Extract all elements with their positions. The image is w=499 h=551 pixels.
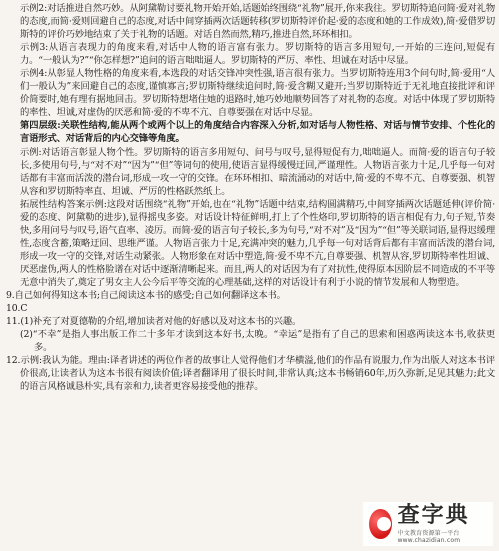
paragraph-level-4-example: 示例:对话语言彰显人物个性。罗切斯特的语言多用短句、问号与叹号,显得短促有力,咄咄逼人。而简·爱的语言句子较长,多使用句号,与“对不对”“因为”“但”等词句的使用,使语言显得缓慢迂回,严谨理性。人物语言张力十足,几乎每一句对话都有丰富而活泼的潜台词,形成一攻一守的交锋。在环环相扣、暗流涌动的对话中,简·爱的不卑不亢、自尊要强、机智从容和罗切斯特率直、坦诚、严厉的性格跃然纸上。 [20,146,495,197]
answer-10: 10.C [6,303,28,315]
paragraph-extended-answer: 拓展性结构答案示例:这段对话围绕“礼物”开始,也在“礼物”话题中结束,结构圆满精巧,中间穿插两次话题延伸(评价简·爱的态度、阿黛勒的进步),显得摇曳多姿。对话设计特征鲜明,打上了个性烙印,罗切斯特的语言相促有力,句子短,节奏快,多用问号与叹号,语气直率、凌厉。而简·爱的语言句子较长,多为句号,“对不对”及“因为”“但”等关联词语,显得迟缓理性,态度含蓄,策略迂回、思维严谨。人物语言张力十足,充满冲突的魅力,几乎每一句对话背后都有丰富而活泼的潜台词,形成一攻一守的交锋,对话生动紧张。人物形象在对话中塑造,简·爱不卑不亢,自尊要强、机智从容,罗切斯特率性坦诚、厌恶虚伪,两人的性格脸谱在对话中逐渐清晰起来。而且,两人的对话因为有了对抗性,使得原本因阶层不同造成的不平等无意中消失了,奠定了男女主人公今后平等交流的心理基础,这样的对话设计有利于小说的情节发展和人物塑造。 [20,198,495,288]
watermark-title: 查字典 [397,503,470,528]
answer-11-1: 11.(1)补充了对夏德勒的介绍,增加读者对他的好感以及对这本书的兴趣。 [6,316,302,328]
site-watermark [363,502,493,546]
watermark-text [398,504,493,544]
paragraph-example-4: 示例4:从彰显人物性格的角度来看,本选段的对话交锋冲突性强,语言很有张力。当罗切斯特连用3个问句时,简·爱用“人们一般认为”来回避自己的态度,谨慎寡言;罗切斯特继续追问时,简·爱含糊又避开;当罗切斯特近于无礼地直接批评和评价简要时,她有理有据地回击。罗切斯特想堵住她的退路时,她巧妙地顺势回答了对礼物的态度。对话中体现了罗切斯特的率性、坦诚,对虚伪的厌恶和简·爱的不卑不亢、自尊要强在对话中尽显。 [20,68,495,119]
paragraph-level-4-heading: 第四层级:关联性结构,能从两个或两个以上的角度结合内容深入分析,如对话与人物性格、对话与情节安排、个性化的言语形式、对话背后的内心交锋等角度。 [20,120,495,145]
paragraph-example-3: 示例3:从语言表现力的角度来看,对话中人物的语言富有张力。罗切斯特的语言多用短句,一开始的三连问,短促有力。“一般认为?”“你怎样想?”追问的语言咄咄逼人。罗切斯特的严厉、率性、坦诚在对话中尽显。 [20,42,495,67]
answer-12: 12.示例:我认为能。理由:译者讲述的两位作者的故事让人觉得他们才华横溢,他们的作品有说服力,作为出版人对这本书评价很高,让读者认为这本书很有阅读价值;译者翻译用了很长时间,非常认真;这本书畅销60年,历久弥新,足见其魅力;此文的语言风格诚恳朴实,具有亲和力,读者更容易接受他的推荐。 [6,355,495,393]
answer-9: 9.自己如何得知这本书;自己阅读这本书的感受;自己如何翻译这本书。 [6,290,286,302]
answer-11-2: (2)“不幸”是指人事出版工作二十多年才读到这本好书,太晚。“幸运”是指有了自己的思索和困惑两读这本书,收获更多。 [20,329,495,354]
watermark-subtitle: 中文教育资源第一平台 www.chazidian.com [397,530,461,544]
site-logo-icon [369,509,392,539]
paragraph-example-2: 示例2:对话推进自然巧妙。从阿黛勒讨要礼物开始开始,话题始终围绕“礼物”展开,你来我往。罗切斯特追问简·爱对礼物的态度,而简·爱则回避自己的态度,对话中间穿插两次话题转移(罗切斯特评价起·爱的态度和她的工作成效),简·爱借罗切斯特的评价巧妙地结束了关于礼物的话题。对话自然而然,精巧,推进自然,环环相扣。 [20,3,495,41]
